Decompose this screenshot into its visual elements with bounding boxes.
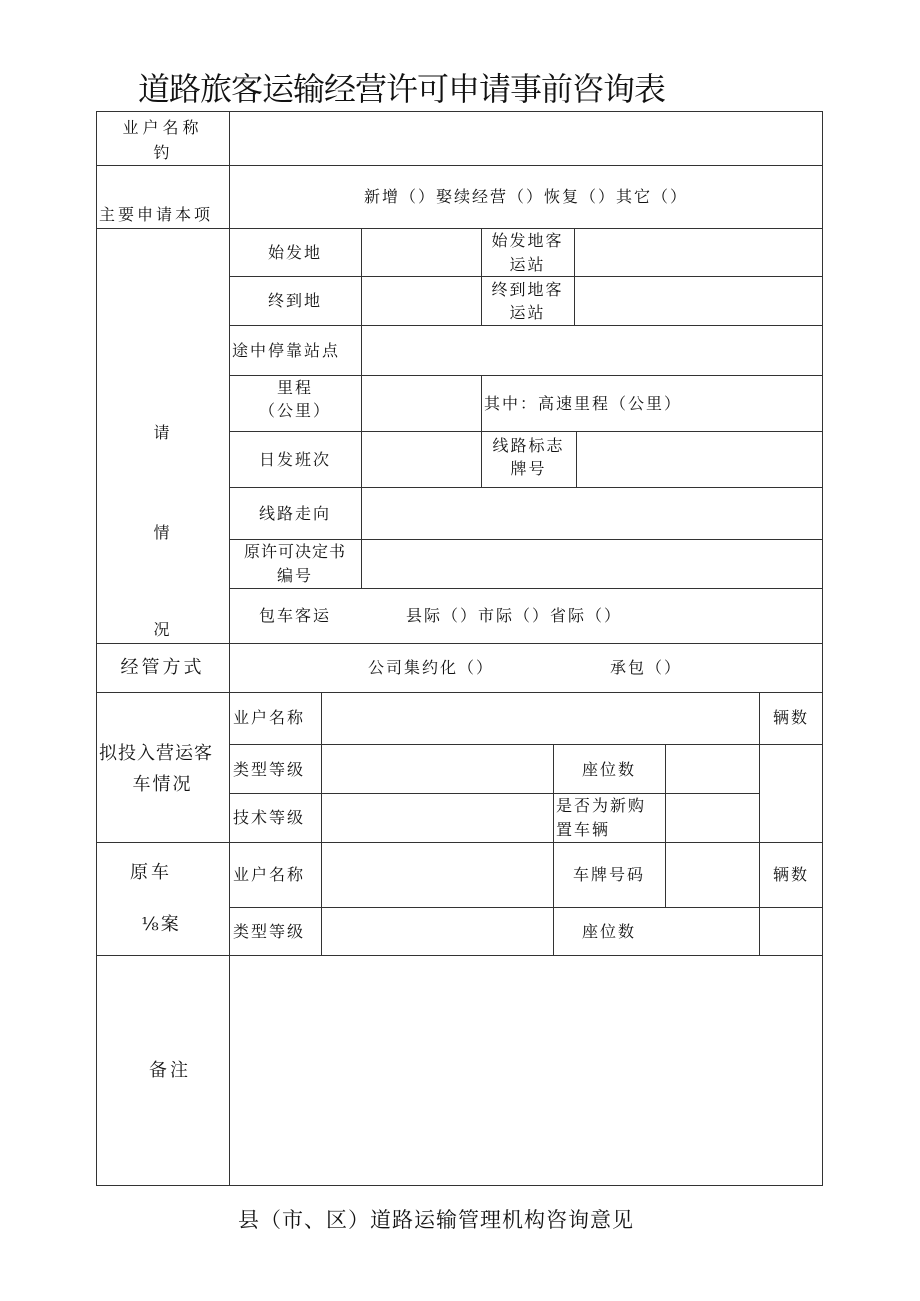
charter-options: 县际（）市际（）省际（） — [406, 606, 623, 625]
highway-mileage-label: 其中：高速里程（公里） — [484, 394, 683, 413]
main-items-options: 新增（）娶续经营（）恢复（）其它（） — [363, 187, 688, 206]
planned-tech-grade-label: 技术等级 — [233, 808, 306, 827]
mileage-label: 里程 — [276, 378, 313, 397]
row-divider — [96, 692, 823, 693]
row-divider — [229, 588, 823, 589]
mileage-label-cont: （公里） — [258, 401, 331, 420]
column-divider — [665, 744, 666, 842]
permit-number-label: 原许可决定书 — [243, 542, 346, 561]
applicant-name-label-cont: 钓 — [153, 143, 172, 162]
situation-label-char: 请 — [153, 423, 172, 442]
stops-label: 途中停靠站点 — [232, 341, 341, 360]
charter-label: 包车客运 — [258, 606, 331, 625]
dest-station-label-cont: 运站 — [509, 303, 546, 322]
planned-new-purchase-label: 是否为新购 — [556, 796, 647, 815]
route-direction-label: 线路走向 — [258, 504, 331, 523]
row-divider — [96, 643, 823, 644]
origin-station-label-cont: 运站 — [509, 255, 546, 274]
form-table — [96, 111, 823, 1186]
row-divider — [96, 165, 823, 166]
column-divider — [361, 228, 362, 326]
planned-count-label: 辆数 — [772, 708, 809, 727]
planned-type-grade-label: 类型等级 — [233, 760, 306, 779]
operation-option-company: 公司集约化（） — [368, 658, 495, 677]
column-divider — [229, 111, 230, 1186]
original-owner-name-label: 业户名称 — [233, 865, 306, 884]
row-divider — [229, 431, 823, 432]
planned-vehicles-label: 拟投入营运客 — [99, 743, 213, 764]
row-divider — [229, 907, 823, 908]
column-divider — [361, 325, 362, 588]
applicant-name-label: 业户名称 — [122, 118, 203, 137]
original-count-label: 辆数 — [772, 865, 809, 884]
footer-title: 县（市、区）道路运输管理机构咨询意见 — [238, 1208, 634, 1232]
route-sign-label-cont: 牌号 — [510, 459, 547, 478]
original-vehicles-label-cont: ⅛案 — [141, 914, 181, 935]
planned-vehicles-label-cont: 车情况 — [132, 774, 193, 795]
row-divider — [229, 793, 759, 794]
planned-new-purchase-label-cont: 置车辆 — [556, 820, 611, 839]
row-divider — [229, 744, 823, 745]
row-divider — [96, 842, 823, 843]
remarks-label: 备注 — [149, 1060, 191, 1081]
column-divider — [321, 692, 322, 955]
route-sign-label: 线路标志 — [492, 436, 565, 455]
destination-label: 终到地 — [267, 291, 322, 310]
row-divider — [229, 487, 823, 488]
column-divider — [759, 692, 760, 955]
operation-mode-label: 经管方式 — [120, 657, 205, 678]
original-type-grade-label: 类型等级 — [233, 922, 306, 941]
origin-station-label: 始发地客 — [491, 231, 564, 250]
column-divider — [574, 228, 575, 326]
planned-owner-name-label: 业户名称 — [233, 708, 306, 727]
daily-trips-label: 日发班次 — [258, 450, 331, 469]
original-vehicles-label: 原车 — [130, 862, 172, 883]
column-divider — [576, 431, 577, 487]
column-divider — [665, 842, 666, 907]
planned-seats-label: 座位数 — [581, 760, 636, 779]
operation-option-contract: 承包（） — [610, 658, 683, 677]
origin-label: 始发地 — [267, 243, 322, 262]
situation-label-char: 况 — [153, 620, 172, 639]
main-items-label: 主要申请本项 — [99, 205, 214, 224]
original-plate-label: 车牌号码 — [572, 865, 645, 884]
dest-station-label: 终到地客 — [491, 280, 564, 299]
row-divider — [96, 228, 823, 229]
row-divider — [229, 325, 823, 326]
original-seats-label: 座位数 — [581, 922, 636, 941]
row-divider — [96, 955, 823, 956]
situation-label-char: 情 — [153, 523, 172, 542]
permit-number-label-cont: 编号 — [276, 566, 313, 585]
form-title: 道路旅客运输经营许可申请事前咨询表 — [138, 70, 666, 108]
